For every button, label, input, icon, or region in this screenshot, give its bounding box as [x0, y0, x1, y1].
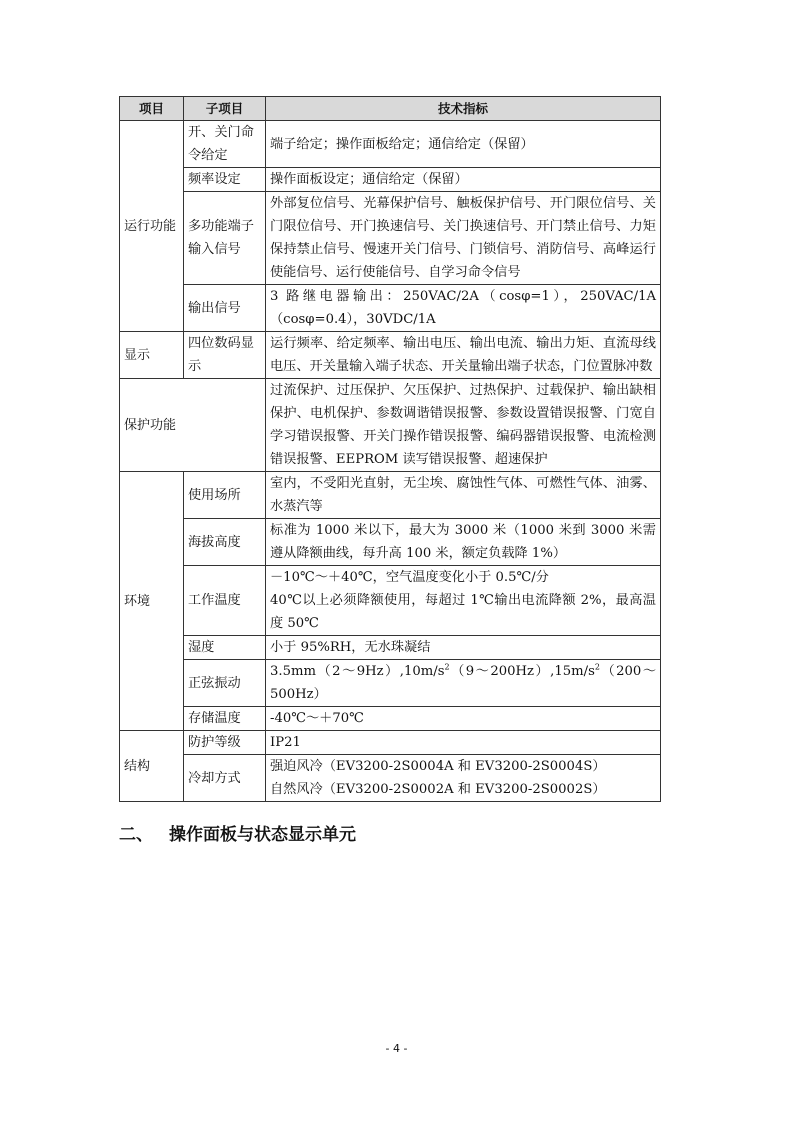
spec-line: 40℃以上必须降额使用，每超过 1℃输出电流降额 2%，最高温度 50℃	[270, 593, 656, 631]
spec-cell: 标准为 1000 米以下，最大为 3000 米（1000 米到 3000 米需遵从降额曲线，每升高 100 米，额定负载降 1%）	[266, 519, 661, 566]
table-row	[120, 731, 661, 755]
spec-cell: IP21	[266, 731, 661, 755]
table-row	[120, 472, 661, 519]
spec-cell	[266, 755, 661, 802]
table-row	[120, 192, 661, 285]
table-row	[120, 332, 661, 379]
table-row	[120, 566, 661, 636]
section-number: 二、	[119, 825, 153, 845]
spec-cell: 操作面板设定；通信给定（保留）	[266, 168, 661, 192]
subitem-cell: 四位数码显示	[184, 332, 266, 379]
subitem-cell: 使用场所	[184, 472, 266, 519]
page-number: - 4 -	[385, 1042, 408, 1055]
header-item: 项目	[120, 97, 184, 121]
subitem-cell: 防护等级	[184, 731, 266, 755]
spec-cell: 小于 95%RH，无水珠凝结	[266, 636, 661, 660]
spec-cell: 过流保护、过压保护、欠压保护、过热保护、过载保护、输出缺相保护、电机保护、参数调谐错误报警、参数设置错误报警、门宽自学习错误报警、开关门操作错误报警、编码器错误报警、电流检测错误报警、EEPROM 读写错误报警、超速保护	[266, 379, 661, 472]
superscript: 2	[594, 662, 600, 672]
superscript: 2	[444, 662, 450, 672]
spec-text: 3.5mm（2～9Hz）,10m/s	[270, 664, 445, 679]
subitem-cell: 湿度	[184, 636, 266, 660]
table-row	[120, 707, 661, 731]
header-spec: 技术指标	[266, 97, 661, 121]
spec-cell: -40℃～＋70℃	[266, 707, 661, 731]
subitem-cell: 多功能端子输入信号	[184, 192, 266, 285]
table-row	[120, 168, 661, 192]
spec-line: －10℃～＋40℃，空气温度变化小于 0.5℃/分	[270, 570, 549, 585]
spec-table	[119, 96, 661, 802]
table-row	[120, 121, 661, 168]
category-cell: 保护功能	[120, 379, 266, 472]
table-row	[120, 285, 661, 332]
category-cell: 环境	[120, 472, 184, 731]
section-heading	[119, 820, 356, 845]
table-row	[120, 755, 661, 802]
spec-cell: 外部复位信号、光幕保护信号、触板保护信号、开门限位信号、关门限位信号、开门换速信号、关门换速信号、开门禁止信号、力矩保持禁止信号、慢速开关门信号、门锁信号、消防信号、高峰运行使能信号、运行使能信号、自学习命令信号	[266, 192, 661, 285]
category-cell: 显示	[120, 332, 184, 379]
subitem-cell: 输出信号	[184, 285, 266, 332]
subitem-cell: 频率设定	[184, 168, 266, 192]
spec-line: 自然风冷（EV3200-2S0002A 和 EV3200-2S0002S）	[270, 782, 606, 797]
spec-cell: 端子给定；操作面板给定；通信给定（保留）	[266, 121, 661, 168]
table-row	[120, 636, 661, 660]
spec-cell	[266, 660, 661, 707]
table-row	[120, 660, 661, 707]
subitem-cell: 开、关门命令给定	[184, 121, 266, 168]
spec-cell: 3 路继电器输出：250VAC/2A（cosφ=1），250VAC/1A（cosφ=0.4），30VDC/1A	[266, 285, 661, 332]
subitem-cell: 海拔高度	[184, 519, 266, 566]
category-cell: 运行功能	[120, 121, 184, 332]
subitem-cell: 存储温度	[184, 707, 266, 731]
header-subitem: 子项目	[184, 97, 266, 121]
spec-cell: 室内，不受阳光直射，无尘埃、腐蚀性气体、可燃性气体、油雾、水蒸汽等	[266, 472, 661, 519]
spec-cell	[266, 566, 661, 636]
subitem-cell: 冷却方式	[184, 755, 266, 802]
section-title: 操作面板与状态显示单元	[169, 825, 356, 845]
spec-line: 强迫风冷（EV3200-2S0004A 和 EV3200-2S0004S）	[270, 759, 606, 774]
subitem-cell: 工作温度	[184, 566, 266, 636]
subitem-cell: 正弦振动	[184, 660, 266, 707]
table-row	[120, 519, 661, 566]
table-header-row	[120, 97, 661, 121]
table-row	[120, 379, 661, 472]
spec-cell: 运行频率、给定频率、输出电压、输出电流、输出力矩、直流母线电压、开关量输入端子状态、开关量输出端子状态，门位置脉冲数	[266, 332, 661, 379]
spec-text: （200～500Hz）	[270, 664, 657, 702]
category-cell: 结构	[120, 731, 184, 802]
spec-text: （9～200Hz）,15m/s	[449, 664, 595, 679]
